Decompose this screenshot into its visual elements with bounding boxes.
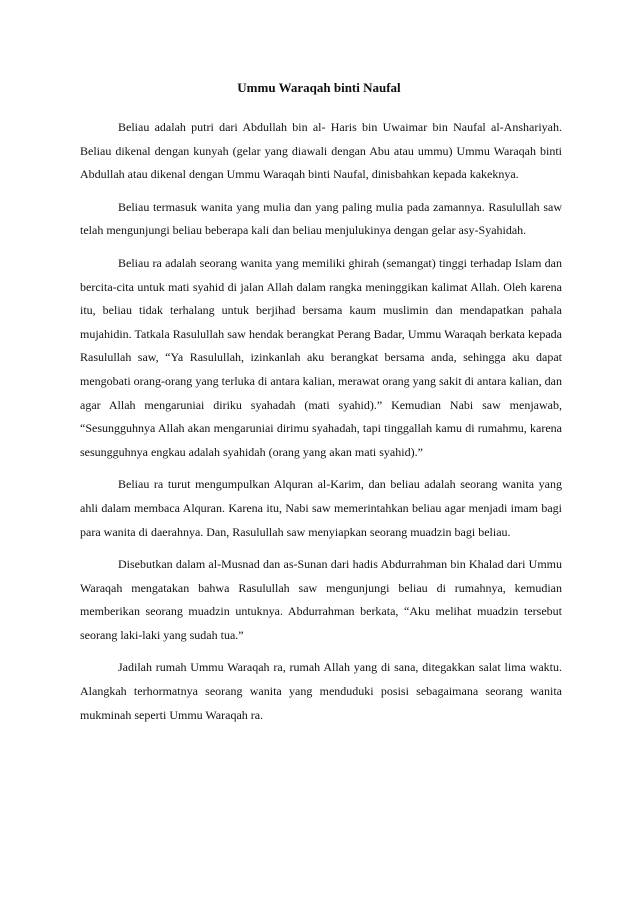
paragraph-4: Beliau ra turut mengumpulkan Alquran al-Karim, dan beliau adalah seorang wanita yang ahli dalam membaca Alquran. Karena itu, Nabi saw memerintahkan beliau agar menjadi imam bagi para wanita di daerahnya. Dan, Rasulullah saw menyiapkan seorang muadzin bagi beliau. [80, 477, 562, 539]
document-body [80, 116, 562, 736]
paragraph-1: Beliau adalah putri dari Abdullah bin al- Haris bin Uwaimar bin Naufal al-Anshariyah. Beliau dikenal dengan kunyah (gelar yang diawali dengan Abu atau ummu) Ummu Waraqah binti Abdullah atau dikenal dengan Ummu Waraqah binti Naufal, dinisbahkan kepada kakeknya. [80, 120, 562, 182]
paragraph-2: Beliau termasuk wanita yang mulia dan yang paling mulia pada zamannya. Rasulullah saw telah mengunjungi beliau beberapa kali dan beliau menjulukinya dengan gelar asy-Syahidah. [80, 199, 562, 238]
paragraph-6: Jadilah rumah Ummu Waraqah ra, rumah Allah yang di sana, ditegakkan salat lima waktu. Alangkah terhormatnya seorang wanita yang menduduki posisi sebagaimana seorang wanita mukminah seperti Ummu Waraqah ra. [80, 660, 562, 722]
paragraph-5: Disebutkan dalam al-Musnad dan as-Sunan dari hadis Abdurrahman bin Khalad dari Ummu Waraqah mengatakan bahwa Rasulullah saw mengunjungi beliau di rumahnya, kemudian memberikan seorang muadzin untuknya. Abdurrahman berkata, “Aku melihat muadzin tersebut seorang laki-laki yang sudah tua.” [80, 557, 562, 642]
document-title: Ummu Waraqah binti Naufal [237, 80, 401, 95]
paragraph-3: Beliau ra adalah seorang wanita yang memiliki ghirah (semangat) tinggi terhadap Islam dan bercita-cita untuk mati syahid di jalan Allah dalam rangka meninggikan kalimat Allah. Oleh karena itu, beliau tidak terhalang untuk berjihad bersama kaum muslimin dan mendapatkan pahala mujahidin. Tatkala Rasulullah saw hendak berangkat Perang Badar, Ummu Waraqah berkata kepada Rasulullah saw, “Ya Rasulullah, izinkanlah aku berangkat bersama anda, sehingga aku dapat mengobati orang-orang yang terluka di antara kalian, merawat orang yang sakit di antara kalian, dan agar Allah mengaruniai diriku syahadah (mati syahid).” Kemudian Nabi saw menjawab, “Sesungguhnya Allah akan mengaruniai dirimu syahadah, tapi tinggallah kamu di rumahmu, karena sesungguhnya engkau adalah syahidah (orang yang akan mati syahid).” [80, 255, 562, 459]
